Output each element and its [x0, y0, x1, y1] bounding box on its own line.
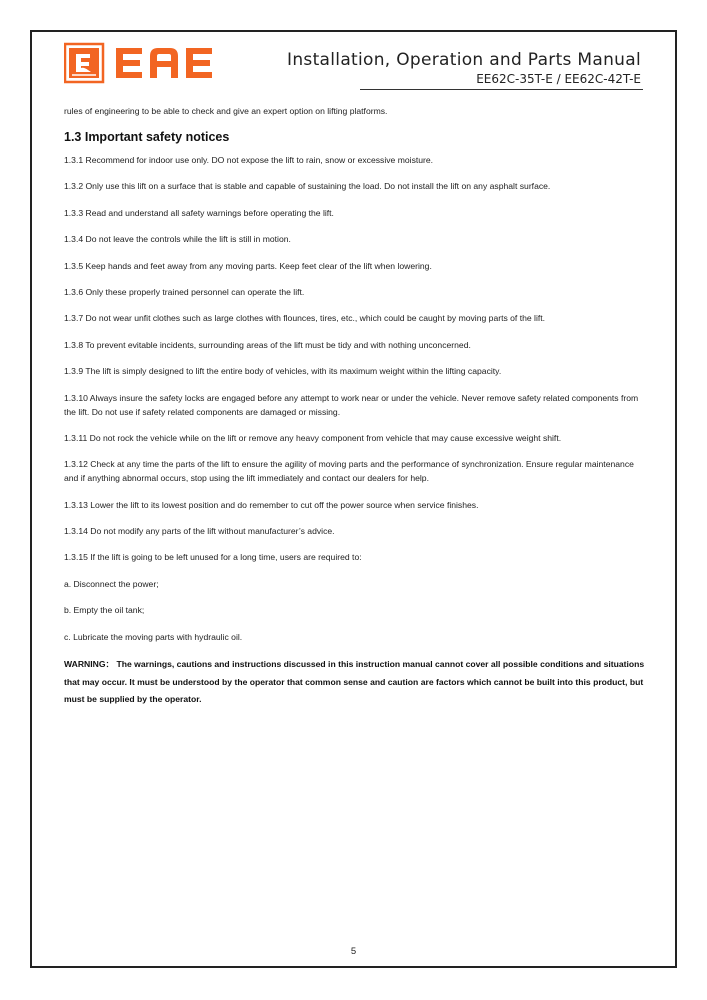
notice-1-3-5: 1.3.5 Keep hands and feet away from any moving parts. Keep feet clear of the lift when lowering. — [64, 260, 432, 271]
section-heading: 1.3 Important safety notices — [64, 130, 230, 144]
page-content — [64, 104, 646, 709]
page-number: 5 — [350, 946, 357, 957]
list-item-b: b. Empty the oil tank; — [64, 605, 145, 616]
warning-text: WARNING： The warnings, cautions and instructions discussed in this instruction manual cannot cover all possible conditions and situations that may occur. It must be understood by the operator that common sense and caution are factors which cannot be built into this product, but must be supplied by the operator. — [64, 659, 645, 705]
notice-1-3-1: 1.3.1 Recommend for indoor use only. DO not expose the lift to rain, snow or excessive moisture. — [64, 155, 434, 165]
manual-title: Installation, Operation and Parts Manual — [287, 50, 641, 70]
notice-1-3-4: 1.3.4 Do not leave the controls while the lift is still in motion. — [64, 234, 291, 245]
eae-logo — [64, 42, 244, 84]
list-item-a: a. Disconnect the power; — [64, 578, 159, 589]
notice-1-3-13: 1.3.13 Lower the lift to its lowest position and do remember to cut off the power source when service finishes. — [64, 499, 479, 510]
notice-1-3-3: 1.3.3 Read and understand all safety warnings before operating the lift. — [64, 207, 334, 218]
notice-1-3-10: 1.3.10 Always insure the safety locks are engaged before any attempt to work near or under the vehicle. Never remove safety related components from the lift. Do not use if safety related components are damaged or missing. — [64, 392, 639, 417]
notice-1-3-11: 1.3.11 Do not rock the vehicle while on the lift or remove any heavy component from vehicle that may cause excessive weight shift. — [64, 432, 562, 443]
list-item-c: c. Lubricate the moving parts with hydraulic oil. — [64, 631, 243, 642]
notice-1-3-12: 1.3.12 Check at any time the parts of the lift to ensure the agility of moving parts and the performance of synchronization. Ensure regular maintenance and if anything abnormal occurs, stop using the lift immediately and contact our dealers for help. — [64, 459, 634, 484]
header-divider — [360, 89, 643, 90]
intro-text: rules of engineering to be able to check and give an expert option on lifting platforms. — [64, 106, 388, 116]
model-numbers: EE62C-35T-E / EE62C-42T-E — [476, 72, 641, 86]
notice-1-3-6: 1.3.6 Only these properly trained personnel can operate the lift. — [64, 286, 305, 297]
notice-1-3-15: 1.3.15 If the lift is going to be left unused for a long time, users are required to: — [64, 552, 362, 563]
notice-1-3-14: 1.3.14 Do not modify any parts of the lift without manufacturer’s advice. — [64, 526, 335, 537]
notice-1-3-2: 1.3.2 Only use this lift on a surface that is stable and capable of sustaining the load. Do not install the lift on any asphalt surface. — [64, 181, 551, 192]
notice-1-3-7: 1.3.7 Do not wear unfit clothes such as large clothes with flounces, tires, etc., which could be caught by moving parts of the lift. — [64, 313, 546, 324]
notice-1-3-8: 1.3.8 To prevent evitable incidents, surrounding areas of the lift must be tidy and with nothing unconcerned. — [64, 339, 471, 350]
notice-1-3-9: 1.3.9 The lift is simply designed to lift the entire body of vehicles, with its maximum weight within the lifting capacity. — [64, 366, 502, 377]
